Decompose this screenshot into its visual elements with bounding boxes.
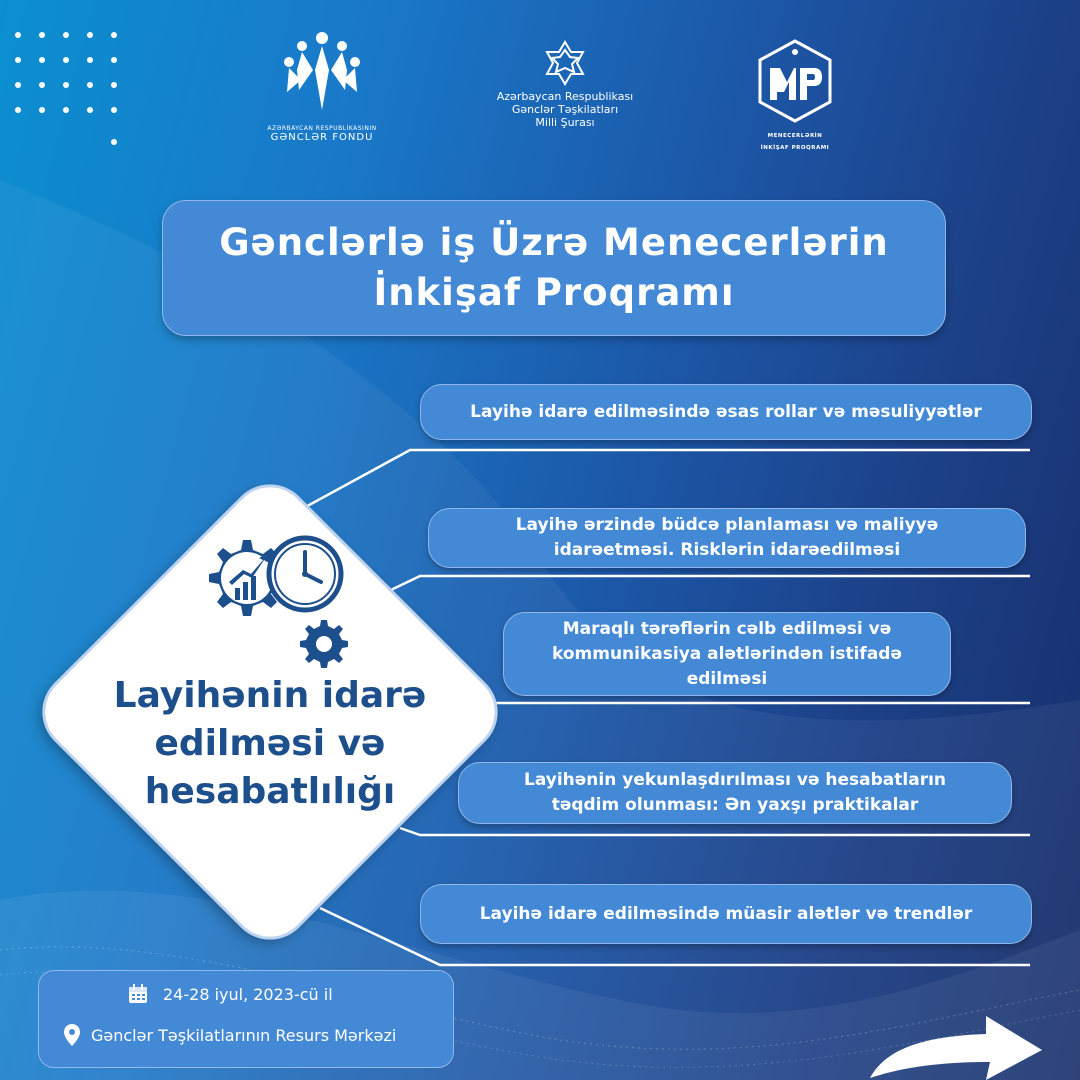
gears-clock-chart-icon xyxy=(185,522,355,672)
event-location: Gənclər Təşkilatlarının Resurs Mərkəzi xyxy=(91,1025,397,1045)
event-location-row xyxy=(63,1023,396,1047)
topic-item: Layihə idarə edilməsində əsas rollar və məsuliyyətlər xyxy=(420,384,1032,440)
mp-line2: İNKİŞAF PROQRAMI xyxy=(760,145,830,151)
topic-item: Layihə idarə edilməsində müasir alətlər və trendlər xyxy=(420,884,1032,944)
shura-line2: Gənclər Təşkilatları xyxy=(511,103,619,116)
fondu-line2: GƏNCLƏR FONDU xyxy=(270,132,374,143)
topic-item: Maraqlı tərəflərin cəlb edilməsi və kommunikasiya alətlərindən istifadə edilməsi xyxy=(503,612,951,696)
arrow-right-icon[interactable] xyxy=(866,1010,1046,1080)
shura-line3: Milli Şurası xyxy=(535,116,595,129)
event-info-box xyxy=(38,970,454,1068)
event-date: 24-28 iyul, 2023-cü il xyxy=(163,984,333,1004)
central-topic: Layihənin idarə edilməsi və hesabatlılığı xyxy=(113,675,427,812)
page-title: Gənclərlə iş Üzrə Menecerlərin İnkişaf Proqramı xyxy=(219,221,889,314)
calendar-icon xyxy=(127,983,149,1005)
fondu-line1: AZƏRBAYCAN RESPUBLİKASININ xyxy=(267,125,377,132)
topic-item: Layihənin yekunlaşdırılması və hesabatların təqdim olunması: Ən yaxşı praktikalar xyxy=(458,762,1012,824)
event-date-row xyxy=(127,983,333,1005)
topic-item: Layihə ərzində büdcə planlaması və maliyyə idarəetməsi. Risklərin idarəedilməsi xyxy=(428,508,1026,568)
location-pin-icon xyxy=(63,1023,81,1047)
shura-line1: Azərbaycan Respublikası xyxy=(496,90,634,103)
mp-line1: MENECERLƏRİN xyxy=(767,133,823,139)
